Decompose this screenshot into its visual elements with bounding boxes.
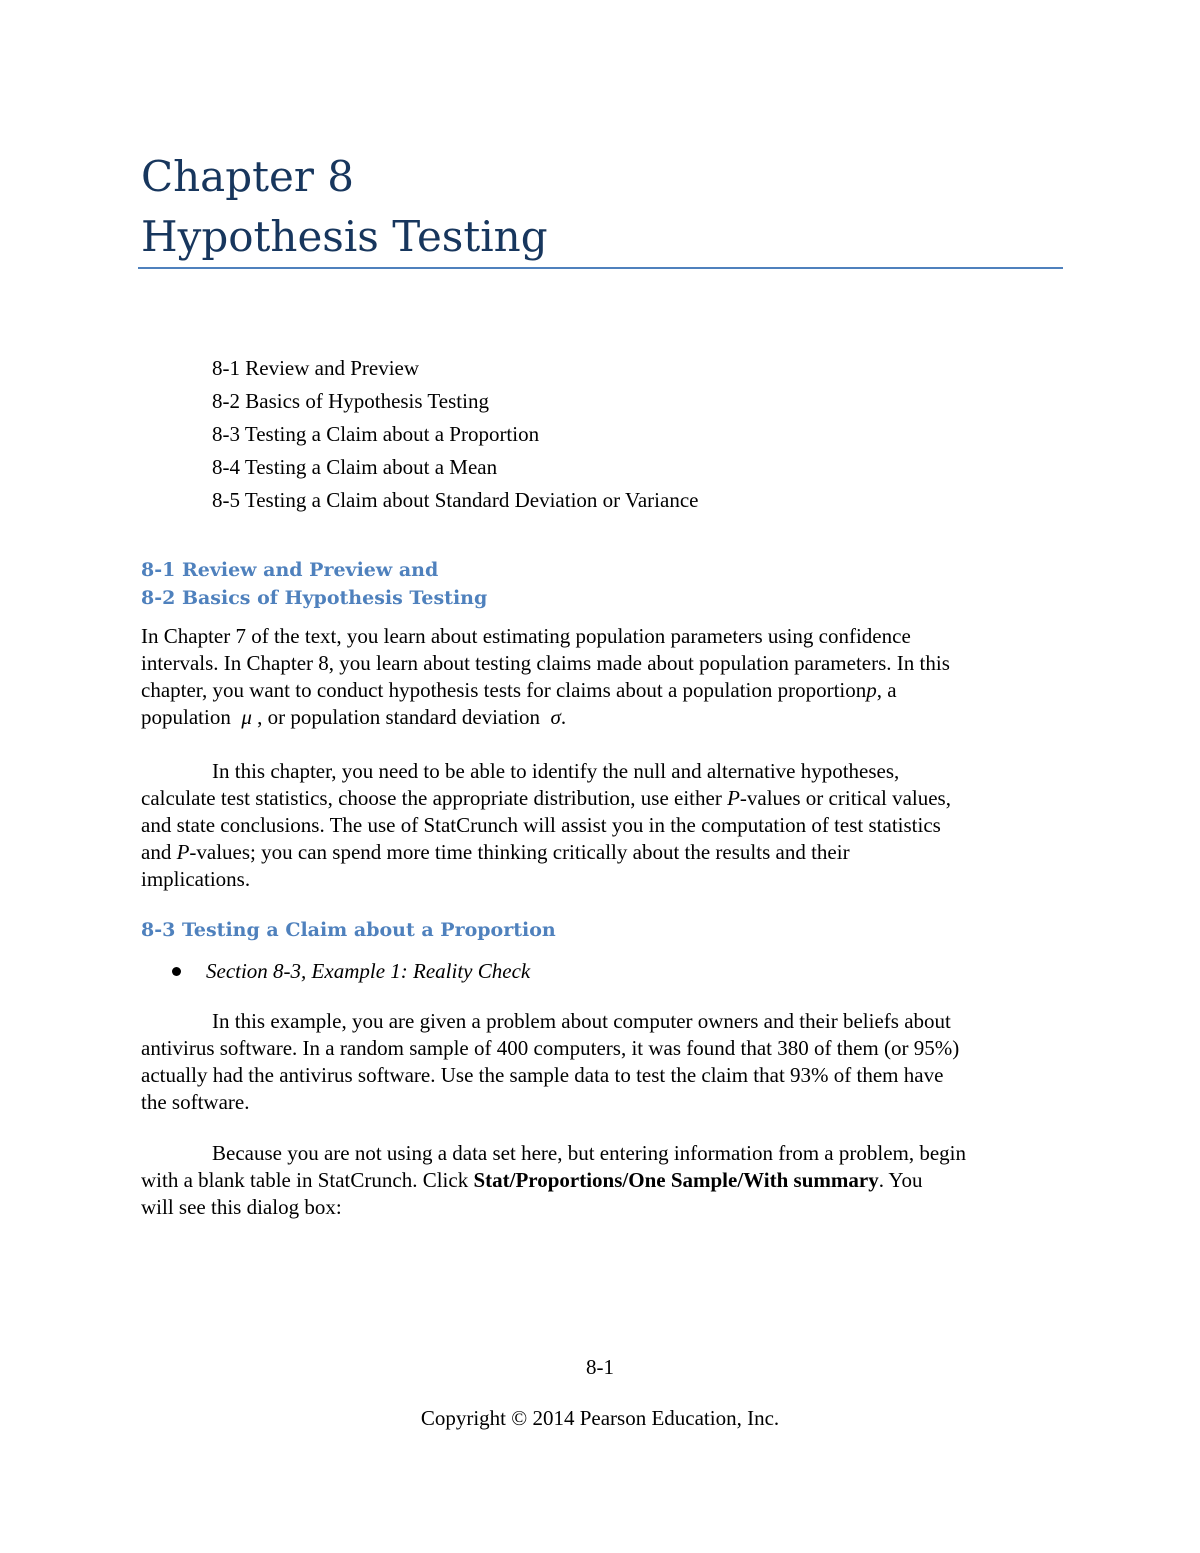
title-underline [138,267,1063,269]
chapter-subtitle: Hypothesis Testing [141,212,548,261]
text-line: will see this dialog box: [141,1195,342,1219]
toc-item: 8-5 Testing a Claim about Standard Deviation or Variance [212,488,699,512]
text-line: In Chapter 7 of the text, you learn about estimating population parameters using confidence [141,624,911,648]
example-paragraph [141,1008,1061,1116]
section-heading-8-1: 8-1 Review and Preview and [141,559,439,581]
text-line: antivirus software. In a random sample of 400 computers, it was found that 380 of them (or 95%) [141,1036,960,1060]
instruction-paragraph [141,1140,1061,1221]
text-line: actually had the antivirus software. Use the sample data to test the claim that 93% of them have [141,1063,944,1087]
chapter-title: Chapter 8 [141,152,354,201]
p-symbol: p [866,678,877,702]
mu-symbol: μ [241,705,252,729]
text-line: In this chapter, you need to be able to identify the null and alternative hypotheses, [212,759,900,783]
bullet-icon [172,967,181,976]
section-heading-8-2: 8-2 Basics of Hypothesis Testing [141,587,488,609]
text-line: Because you are not using a data set here, but entering information from a problem, begin [212,1141,967,1165]
text-line: intervals. In Chapter 8, you learn about testing claims made about population parameters. In this [141,651,950,675]
sigma-symbol: σ [550,705,561,729]
page-number: 8-1 [586,1355,614,1379]
menu-path: Stat/Proportions/One Sample/With summary [473,1168,879,1192]
toc-item: 8-1 Review and Preview [212,356,420,380]
text-line: implications. [141,867,251,891]
text-line: population μ , or population standard deviation σ. [141,705,567,729]
toc-item: 8-4 Testing a Claim about a Mean [212,455,498,479]
text-line: calculate test statistics, choose the appropriate distribution, use either P-values or critical values, [141,786,951,810]
text-line: chapter, you want to conduct hypothesis tests for claims about a population proportionp, a [141,678,897,702]
table-of-contents [212,352,698,517]
section-heading-8-3: 8-3 Testing a Claim about a Proportion [141,919,556,941]
toc-item: 8-3 Testing a Claim about a Proportion [212,422,540,446]
hypothesis-paragraph [141,758,1061,893]
text-line: with a blank table in StatCrunch. Click Stat/Proportions/One Sample/With summary. You [141,1168,923,1192]
toc-item: 8-2 Basics of Hypothesis Testing [212,389,489,413]
bullet-text: Section 8-3, Example 1: Reality Check [206,959,531,983]
text-line: and state conclusions. The use of StatCrunch will assist you in the computation of test statistics [141,813,941,837]
copyright-notice: Copyright © 2014 Pearson Education, Inc. [420,1406,780,1430]
intro-paragraph [141,623,1061,731]
example-bullet [172,958,530,985]
text-line: In this example, you are given a problem about computer owners and their beliefs about [212,1009,951,1033]
text-line: and P-values; you can spend more time thinking critically about the results and their [141,840,850,864]
text-line: the software. [141,1090,250,1114]
